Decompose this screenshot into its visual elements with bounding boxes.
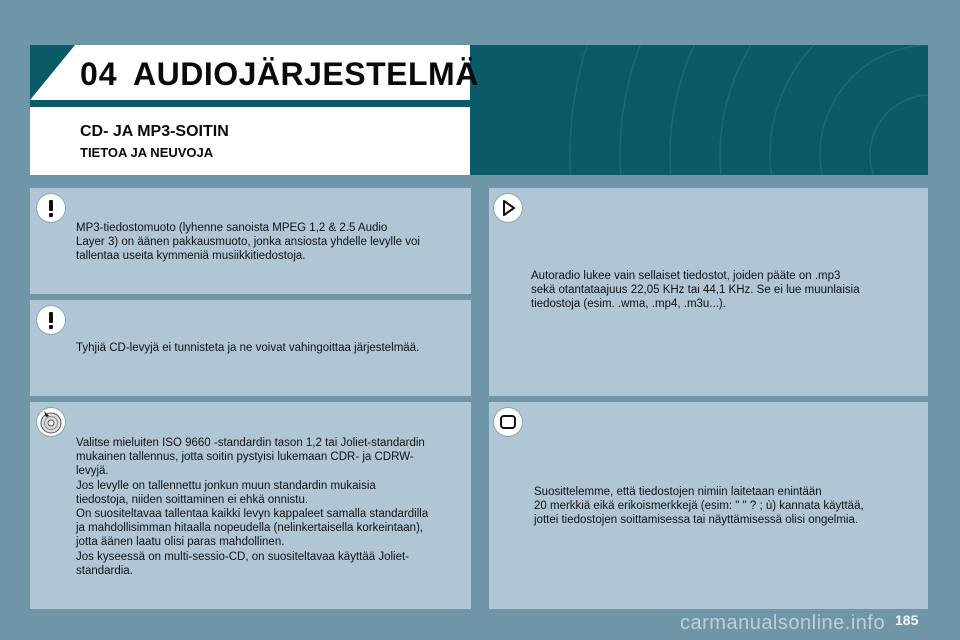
text-line: jotta äänen laatu olisi paras mahdollinen. (76, 536, 285, 549)
panel-text (76, 341, 419, 355)
warning-icon (37, 306, 65, 334)
info-panel-iso-standard (30, 402, 471, 609)
panel-text (76, 221, 420, 264)
text-line: Jos levylle on tallennettu jonkun muun standardin mukaisia (76, 479, 376, 492)
text-line: Autoradio lukee vain sellaiset tiedostot, joiden pääte on .mp3 (531, 270, 841, 282)
text-line: MP3-tiedostomuoto (lyhenne sanoista MPEG 1,2 & 2.5 Audio (76, 222, 388, 234)
text-line: On suositeltavaa tallentaa kaikki levyn kappaleet samalla standardilla (76, 508, 429, 521)
panel-text (76, 436, 428, 578)
chapter-title: AUDIOJÄRJESTELMÄ (133, 56, 479, 92)
section-title-bar (30, 107, 470, 175)
text-line: Suosittelemme, että tiedostojen nimiin laitetaan enintään (534, 486, 822, 498)
text-line: sekä otantataajuus 22,05 KHz tai 44,1 KHz. Se ei lue muunlaisia (531, 284, 860, 297)
info-panel-file-types (489, 188, 928, 396)
warning-icon (37, 194, 65, 222)
note-icon (494, 408, 522, 436)
panel-text (534, 485, 864, 528)
text-line: jottei tiedostojen soittamisessa tai näyttämisessä olisi ongelmia. (534, 514, 859, 527)
cd-icon (37, 408, 65, 436)
text-line: mukainen tallennus, jotta soitin pystyisi lukemaan CDR- ja CDRW- (76, 451, 414, 464)
text-line: tiedostoja (esim. .wma, .mp4, .m3u...). (531, 298, 726, 311)
info-panel-empty-cd (30, 300, 471, 396)
text-line: ja mahdollisimman hitaalla nopeudella (nelinkertaisella korkeintaan), (76, 522, 424, 535)
section-title: CD- JA MP3-SOITIN (80, 123, 229, 140)
panel-text (531, 269, 860, 312)
text-line: Valitse mieluiten ISO 9660 -standardin tason 1,2 tai Joliet-standardin (76, 437, 425, 449)
text-line: Jos kyseessä on multi-sessio-CD, on suositeltavaa käyttää Joliet- (76, 550, 410, 563)
section-subtitle: TIETOA JA NEUVOJA (80, 145, 214, 160)
info-panel-file-names (489, 402, 928, 609)
chapter-number: 04 (80, 56, 118, 92)
play-icon (494, 194, 522, 222)
text-line: Tyhjiä CD-levyjä ei tunnisteta ja ne voivat vahingoittaa järjestelmää. (76, 342, 420, 354)
watermark: carmanualsonline.info (680, 612, 886, 634)
text-line: tallentaa useita kymmeniä musiikkitiedostoja. (76, 250, 306, 263)
info-panel-mp3-format (30, 188, 471, 294)
page-number: 185 (895, 612, 919, 628)
text-line: tiedostoja, niiden soittaminen ei ehkä onnistu. (76, 493, 309, 506)
text-line: 20 merkkiä eikä erikoismerkkejä (esim: " " ? ; ù) kannata käyttää, (534, 500, 864, 513)
text-line: standardia. (76, 564, 133, 577)
text-line: levyjä. (76, 465, 109, 478)
text-line: Layer 3) on äänen pakkausmuoto, jonka ansiosta yhdelle levylle voi (76, 236, 420, 249)
